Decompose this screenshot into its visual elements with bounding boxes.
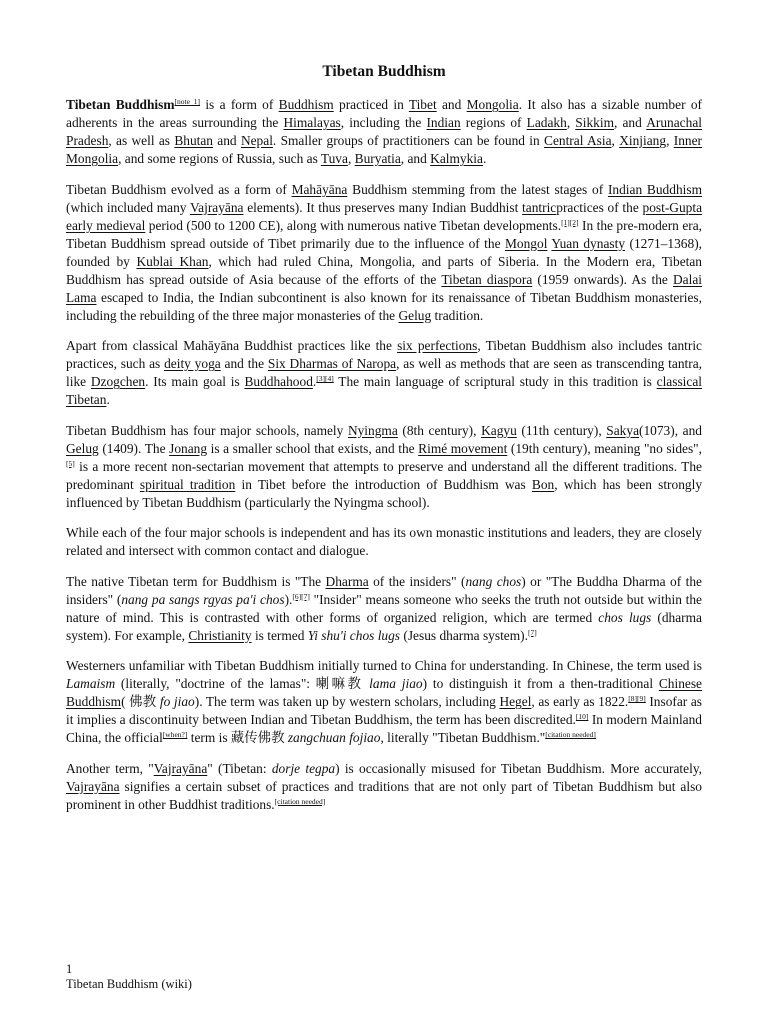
- text-run: (Jesus dharma system).: [400, 627, 528, 643]
- reference-link[interactable]: [3][4]: [316, 374, 334, 383]
- text-run: , as well as: [108, 133, 175, 148]
- wiki-link[interactable]: Tibet: [408, 97, 437, 112]
- text-run: Tibetan Buddhism has four major schools, namely: [66, 422, 348, 438]
- reference-link[interactable]: [note 1]: [174, 97, 201, 106]
- paragraph: [66, 181, 702, 325]
- wiki-link[interactable]: Nyingma: [347, 422, 398, 438]
- italic-term: nang pa sangs rgyas pa'i chos: [121, 591, 285, 607]
- text-run: , including the: [340, 115, 427, 130]
- paragraph: [66, 422, 702, 512]
- reference-marker: [545, 730, 596, 739]
- wiki-link[interactable]: Gelug: [398, 307, 432, 323]
- wiki-link[interactable]: Arunachal Pradesh: [66, 115, 702, 148]
- text-run: Apart from classical Mahāyāna Buddhist practices like the: [66, 338, 398, 353]
- page-footer: [66, 962, 192, 992]
- paragraph: [66, 657, 702, 747]
- text-run: elements). It thus preserves many Indian Buddhist: [243, 199, 523, 215]
- wiki-link[interactable]: classical Tibetan: [66, 374, 702, 407]
- wiki-link[interactable]: Indian Buddhism: [607, 181, 702, 197]
- text-run: , and: [614, 115, 647, 130]
- text-run: . Smaller groups of practitioners can be found in: [272, 133, 545, 148]
- wiki-link[interactable]: Kalmykia: [430, 151, 483, 166]
- text-run: (1409). The: [98, 440, 170, 456]
- wiki-link[interactable]: Himalayas: [283, 115, 341, 130]
- reference-marker: [561, 218, 579, 227]
- reference-link[interactable]: [citation needed]: [545, 730, 596, 739]
- text-run: signifies a certain subset of practices and traditions that are not only part of Tibetan Buddhism but also prominent in other Buddhist traditions.: [66, 778, 702, 812]
- wiki-link[interactable]: Yuan dynasty: [551, 235, 626, 251]
- document-page: [66, 62, 702, 826]
- wiki-link[interactable]: Six Dharmas of Naropa: [267, 356, 397, 371]
- wiki-link[interactable]: spiritual tradition: [139, 476, 236, 492]
- text-run: ,: [666, 133, 674, 148]
- reference-link[interactable]: [citation needed]: [274, 796, 326, 806]
- text-run: , Tibetan Buddhism also includes tantric practices, such as: [66, 338, 702, 371]
- wiki-link[interactable]: Vajrayāna: [153, 760, 208, 776]
- text-run: (literally, "doctrine of the lamas": 喇嘛教: [115, 676, 370, 691]
- reference-link[interactable]: [7]: [527, 627, 537, 637]
- paragraph: [66, 524, 702, 560]
- text-run: practiced in: [333, 97, 409, 112]
- wiki-link[interactable]: Sakya: [606, 422, 640, 438]
- article-body: [66, 96, 702, 814]
- wiki-link[interactable]: Nepal: [240, 133, 273, 148]
- wiki-link[interactable]: Vajrayāna: [189, 199, 244, 215]
- bold-term: Tibetan Buddhism: [66, 97, 175, 112]
- text-run: , literally "Tibetan Buddhism.": [380, 730, 546, 745]
- page-title: Tibetan Buddhism: [322, 63, 446, 80]
- text-run: . Its main goal is: [145, 374, 245, 389]
- reference-marker: [576, 712, 589, 721]
- text-run: While each of the four major schools is independent and has its own monastic institutions and leaders, they are closely related and intersect with common contact and dialogue.: [66, 525, 702, 558]
- italic-term: zangchuan fojiao: [287, 730, 381, 745]
- wiki-link[interactable]: deity yoga: [164, 356, 221, 371]
- text-run: , and: [400, 151, 431, 166]
- text-run: (1959 onwards). As the: [532, 271, 673, 287]
- wiki-link[interactable]: Hegel: [499, 694, 532, 709]
- text-run: ,: [566, 115, 576, 130]
- text-run: .: [312, 374, 317, 389]
- text-run: period (500 to 1200 CE), along with numerous native Tibetan developments.: [145, 217, 562, 233]
- italic-term: nang chos: [465, 573, 522, 589]
- text-run: Insofar as it implies a discontinuity between Indian and Tibetan Buddhism, the term has been discredited.: [66, 694, 702, 727]
- text-run: ) is occasionally misused for Tibetan Buddhism. More accurately,: [335, 760, 702, 776]
- text-run: ( 佛教: [121, 694, 160, 709]
- text-run: regions of: [460, 115, 527, 130]
- reference-marker: [528, 628, 537, 637]
- reference-marker: [175, 97, 201, 106]
- text-run: is termed: [251, 627, 308, 643]
- paragraph: [66, 573, 702, 645]
- wiki-link[interactable]: six perfections: [397, 338, 478, 353]
- italic-term: Lamaism: [66, 676, 116, 691]
- reference-marker: [163, 730, 188, 739]
- wiki-link[interactable]: Tuva: [320, 151, 348, 166]
- text-run: ) to distinguish it from a then-traditional: [422, 676, 659, 691]
- text-run: (which included many: [66, 199, 190, 215]
- text-run: ).: [284, 591, 293, 607]
- text-run: ,: [347, 151, 355, 166]
- text-run: (dharma system). For example,: [66, 609, 702, 643]
- wiki-link[interactable]: Xinjiang: [619, 133, 667, 148]
- reference-marker: [316, 374, 334, 383]
- italic-term: Yi shu'i chos lugs: [307, 627, 401, 643]
- wiki-link[interactable]: Rimé movement: [418, 440, 508, 456]
- text-run: practices of the: [556, 199, 643, 215]
- text-run: .: [106, 392, 110, 407]
- text-run: " (Tibetan:: [207, 760, 272, 776]
- text-run: , which had ruled China, Mongolia, and parts of Siberia. In the Modern era, Tibetan Buddhism has spread outside of Asia because of the efforts of the: [66, 253, 702, 287]
- text-run: ). The term was taken up by western scholars, including: [194, 694, 500, 709]
- text-run: of the insiders" (: [368, 573, 466, 589]
- wiki-link[interactable]: Christianity: [188, 627, 252, 643]
- wiki-link[interactable]: Jonang: [169, 440, 208, 456]
- text-run: The native Tibetan term for Buddhism is "The: [66, 573, 326, 589]
- text-run: is a form of: [200, 97, 279, 112]
- wiki-link[interactable]: Central Asia: [544, 133, 612, 148]
- text-run: escaped to India, the Indian subcontinent is also known for its renaissance of Tibetan Buddhism monasteries, including the rebuilding of the three major monasteries of the: [66, 289, 702, 323]
- text-run: The main language of scriptural study in this tradition is: [333, 374, 657, 389]
- wiki-link[interactable]: Kublai Khan: [136, 253, 209, 269]
- wiki-link[interactable]: Mongol: [505, 235, 548, 251]
- italic-term: lama jiao: [369, 676, 423, 691]
- text-run: (1073), and: [639, 422, 702, 438]
- wiki-link[interactable]: Buryatia: [354, 151, 401, 166]
- paragraph: [66, 96, 702, 168]
- reference-link[interactable]: [1][2]: [561, 217, 579, 227]
- wiki-link[interactable]: tantric: [522, 199, 557, 215]
- italic-term: dorje tegpa: [271, 760, 336, 776]
- text-run: term is 藏传佛教: [187, 730, 288, 745]
- text-run: is a smaller school that exists, and the: [207, 440, 419, 456]
- wiki-link[interactable]: Bon: [531, 476, 555, 492]
- wiki-link[interactable]: Mongolia: [466, 97, 519, 112]
- wiki-link[interactable]: Kagyu: [481, 422, 517, 438]
- text-run: Tibetan Buddhism evolved as a form of: [66, 181, 292, 197]
- reference-marker: [275, 797, 326, 806]
- wiki-link[interactable]: Mahāyāna: [291, 181, 348, 197]
- text-run: Another term, ": [66, 760, 154, 776]
- text-run: (19th century), meaning "no sides",: [507, 440, 702, 456]
- text-run: , which has been strongly influenced by Tibetan Buddhism (particularly the Nyingma school).: [66, 476, 703, 510]
- reference-link[interactable]: [10]: [575, 712, 589, 721]
- reference-marker: [292, 592, 310, 601]
- text-run: In modern Mainland China, the official: [66, 712, 703, 745]
- reference-link[interactable]: [6][7]: [292, 591, 310, 601]
- wiki-link[interactable]: Bhutan: [174, 133, 213, 148]
- text-run: , as well as methods that are seen as transcending tantra, like: [66, 356, 703, 389]
- page-number: 1: [66, 962, 73, 976]
- paragraph: [66, 337, 702, 409]
- wiki-link[interactable]: Sikkim: [575, 115, 614, 130]
- italic-term: fo jiao: [159, 694, 195, 709]
- reference-link[interactable]: [8][9]: [628, 694, 646, 703]
- wiki-link[interactable]: Chinese Buddhism: [66, 676, 702, 709]
- text-run: is a more recent non-sectarian movement that attempts to preserve and understand all the different traditions. The predominant: [66, 458, 702, 492]
- reference-marker: [66, 459, 75, 468]
- wiki-link[interactable]: early medieval: [66, 217, 146, 233]
- text-run: . It also has a sizable number of adherents in the areas surrounding the: [66, 97, 702, 130]
- text-run: ) or "The Buddha Dharma of the insiders" (: [66, 573, 702, 607]
- text-run: tradition.: [431, 307, 484, 323]
- wiki-link[interactable]: Dharma: [325, 573, 369, 589]
- text-run: In the pre-modern era, Tibetan Buddhism spread outside of Tibet primarily due to the influence of the: [66, 217, 703, 251]
- wiki-link[interactable]: Vajrayāna: [66, 778, 120, 794]
- italic-term: chos lugs: [598, 609, 652, 625]
- text-run: (8th century),: [397, 422, 482, 438]
- text-run: and: [213, 133, 241, 148]
- wiki-link[interactable]: Dzogchen: [90, 374, 146, 389]
- text-run: "Insider" means someone who seeks the truth not outside but within the nature of mind. This is contrasted with other forms of organized religion, which are termed: [66, 591, 703, 625]
- text-run: (11th century),: [516, 422, 607, 438]
- paragraph: [66, 760, 702, 814]
- text-run: Buddhism stemming from the latest stages of: [347, 181, 608, 197]
- wiki-link[interactable]: Ladakh: [526, 115, 567, 130]
- text-run: and the: [220, 356, 268, 371]
- reference-link[interactable]: [5]: [66, 458, 75, 468]
- text-run: , and some regions of Russia, such as: [118, 151, 321, 166]
- text-run: ,: [611, 133, 620, 148]
- wiki-link[interactable]: post-Gupta: [642, 199, 703, 215]
- text-run: , as early as 1822.: [531, 694, 629, 709]
- reference-link[interactable]: [when?]: [162, 730, 188, 739]
- wiki-link[interactable]: Indian: [426, 115, 461, 130]
- wiki-link[interactable]: Buddhahood: [244, 374, 313, 389]
- wiki-link[interactable]: Gelug: [66, 440, 99, 456]
- text-run: and: [436, 97, 467, 112]
- reference-marker: [628, 694, 646, 703]
- wiki-link[interactable]: Tibetan diaspora: [441, 271, 533, 287]
- text-run: (1271–1368), founded by: [66, 235, 703, 269]
- text-run: in Tibet before the introduction of Buddhism was: [235, 476, 532, 492]
- wiki-link[interactable]: Dalai Lama: [66, 271, 702, 305]
- wiki-link[interactable]: Inner Mongolia: [66, 133, 702, 166]
- footer-source: Tibetan Buddhism (wiki): [66, 977, 192, 991]
- text-run: Westerners unfamiliar with Tibetan Buddhism initially turned to China for understanding. In Chinese, the term used is: [66, 658, 702, 673]
- text-run: .: [482, 151, 487, 166]
- wiki-link[interactable]: Buddhism: [278, 97, 334, 112]
